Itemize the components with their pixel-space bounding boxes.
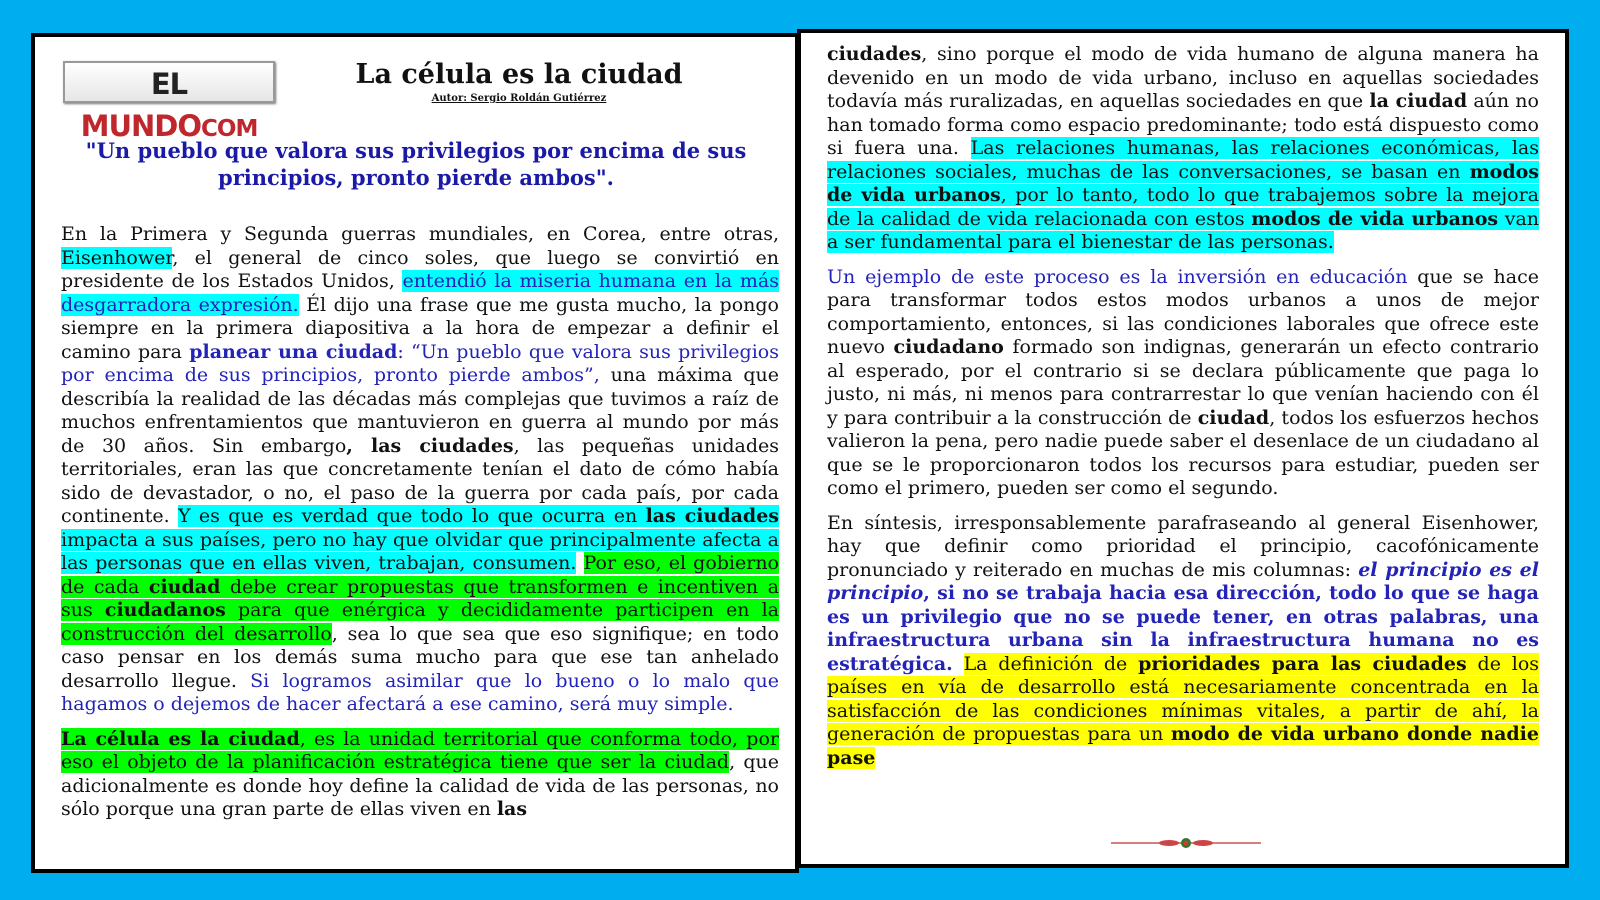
paragraph: Un ejemplo de este proceso es la inversión en educación que se hace para transformar todos estos modos urbanos a unos de mejor comportamiento, entonces, si las condiciones laborales que ofrece este nuevo ciudadano formado son indignas, generarán un efecto contrario al esperado, por el contrario si se declara públicamente que paga lo justo, ni más, ni menos para contrarrestar lo que venían haciendo con él y para contribuir a la construcción de ciudad, todos los esfuerzos hechos valieron la pena, pero nadie puede saber el desenlace de un ciudadano al que se le proporcionaron todos los recursos para estudiar, pueden ser como el primero, pueden ser como el segundo. <box>827 265 1539 499</box>
epigraph-quote: "Un pueblo que valora sus privilegios por encima de sus principios, pronto pierde ambos". <box>85 138 747 190</box>
right-column-text <box>827 43 1539 770</box>
logo-mundo: MUNDO <box>80 109 202 143</box>
left-page <box>31 33 799 873</box>
left-column-text <box>61 223 779 833</box>
paragraph: En la Primera y Segunda guerras mundiales, en Corea, entre otras, Eisenhower, el general de cinco soles, que luego se convirtió en presidente de los Estados Unidos, entendió la miseria humana en la más desgarradora expresión. Él dijo una frase que me gusta mucho, la pongo siempre en la primera diapositiva a la hora de empezar a definir el camino para planear una ciudad: “Un pueblo que valora sus privilegios por encima de sus principios, pronto pierde ambos”, una máxima que describía la realidad de las décadas más complejas que tuvimos a raíz de muchos enfrentamientos que mantuvieron en guerra al mundo por más de 30 años. Sin embargo, las ciudades, las pequeñas unidades territoriales, eran las que concretamente tenían el dato de cómo había sido de devastador, o no, el paso de la guerra por cada país, por cada continente. Y es que es verdad que todo lo que ocurra en las ciudades impacta a sus países, pero no hay que olvidar que principalmente afecta a las personas que en ellas viven, trabajan, consumen. Por eso, el gobierno de cada ciudad debe crear propuestas que transformen e incentiven a sus ciudadanos para que enérgica y decididamente participen en la construcción del desarrollo, sea lo que sea que eso signifique; en todo caso pensar en los demás suma mucho para que ese tan anhelado desarrollo llegue. Si logramos asimilar que lo bueno o lo malo que hagamos o dejemos de hacer afectará a ese camino, será muy simple. <box>61 223 779 715</box>
article-author: Autor: Sergio Roldán Gutiérrez <box>431 93 607 104</box>
paragraph: La célula es la ciudad, es la unidad territorial que conforma todo, por eso el objeto de la planificación estratégica tiene que ser la ciudad, que adicionalmente es donde hoy define la calidad de vida de las personas, no sólo porque una gran parte de ellas viven en las <box>61 727 779 820</box>
logo-el: EL <box>150 67 188 101</box>
right-page <box>797 29 1569 868</box>
paragraph: En síntesis, irresponsablemente parafraseando al general Eisenhower, hay que definir como prioridad el principio, cacofónicamente pronunciado y reiterado en muchas de mis columnas: el principio es el principio, si no se trabaja hacia esa dirección, todo lo que se haga es un privilegio que no se puede tener, en otras palabras, una infraestructura urbana sin la infraestructura humana no es estratégica. La definición de prioridades para las ciudades de los países en vía de desarrollo está necesariamente concentrada en la satisfacción de las condiciones mínimas vitales, a partir de ahí, la generación de propuestas para un modo de vida urbano donde nadie pase <box>827 511 1540 769</box>
paragraph: ciudades, sino porque el modo de vida humano de alguna manera ha devenido en un modo de vida urbano, incluso en aquellas sociedades todavía más ruralizadas, en aquellas sociedades en que la ciudad aún no han tomado forma como espacio predominante; todo está dispuesto como si fuera una. Las relaciones humanas, las relaciones económicas, las relaciones sociales, muchas de las conversaciones, se basan en modos de vida urbanos, por lo tanto, todo lo que trabajemos sobre la mejora de la calidad de vida relacionada con estos modos de vida urbanos van a ser fundamental para el bienestar de las personas. <box>827 43 1540 253</box>
ornament-divider <box>1111 836 1261 850</box>
logo-com: COM <box>201 116 258 142</box>
el-mundo-logo[interactable] <box>63 61 275 143</box>
article-title: La célula es la ciudad <box>355 59 683 90</box>
